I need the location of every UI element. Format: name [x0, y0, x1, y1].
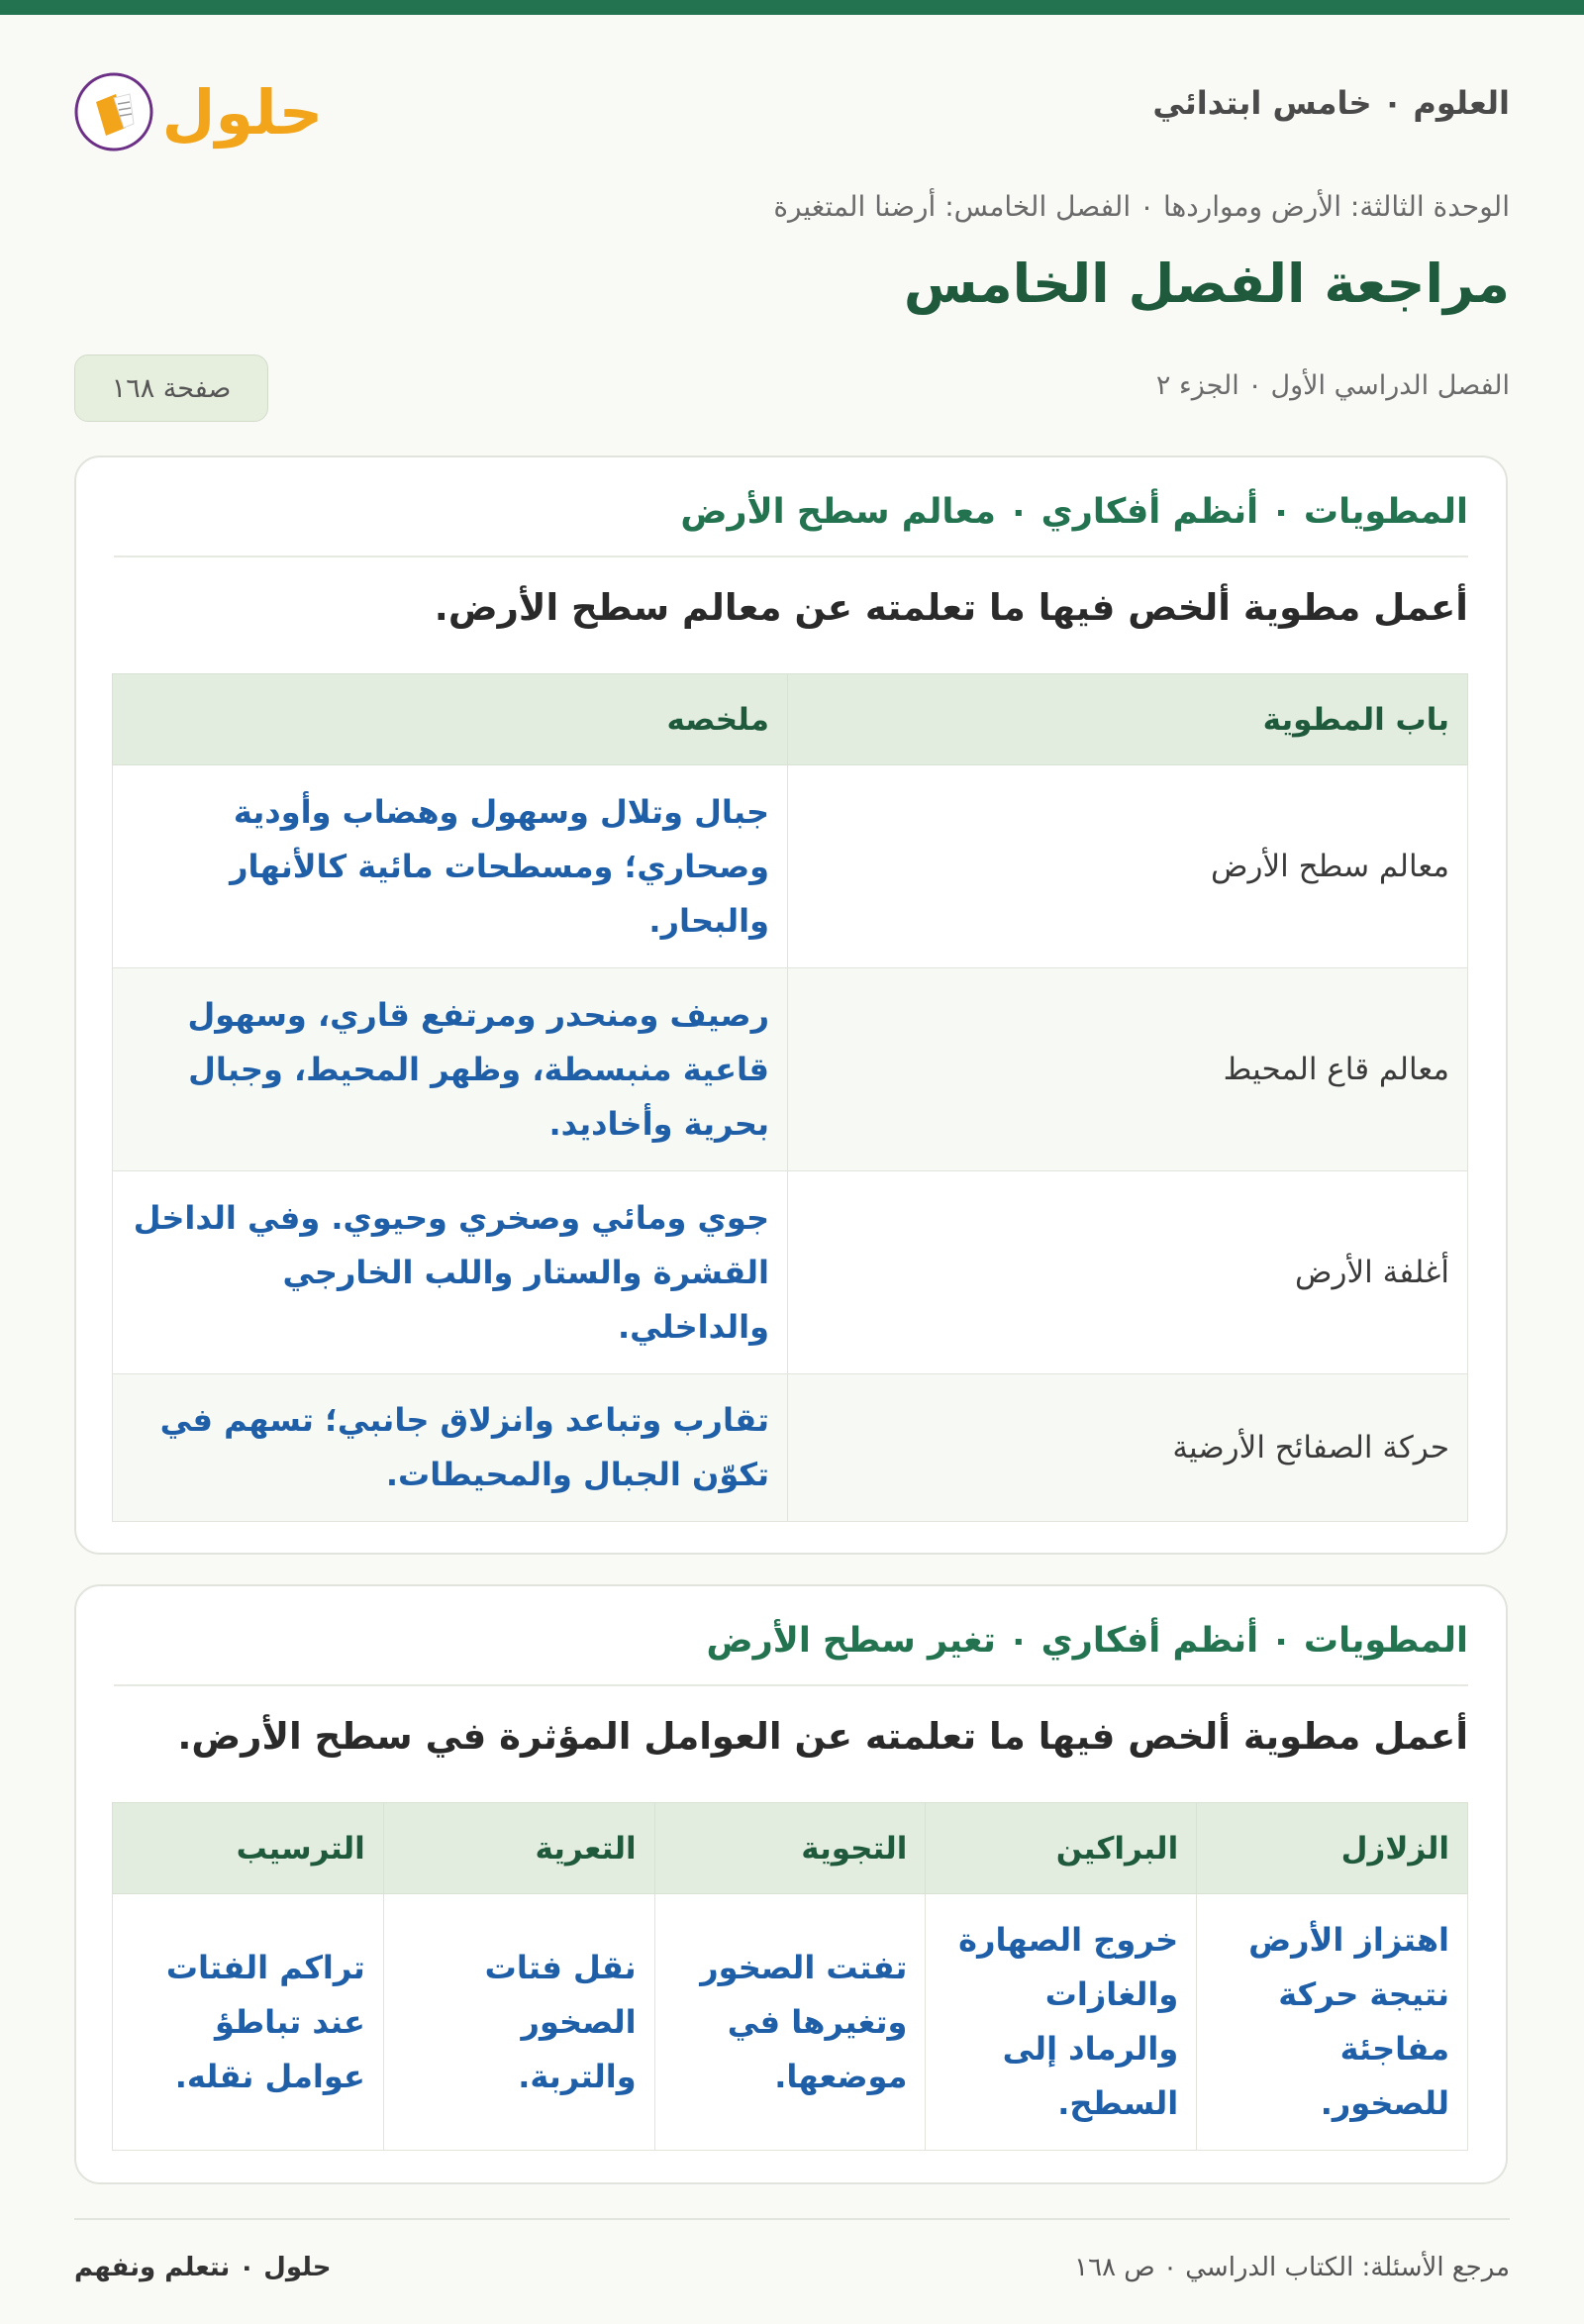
term-label: الفصل الدراسي الأول ٠ الجزء ٢: [1155, 370, 1510, 401]
card-prompt: أعمل مطوية ألخص فيها ما تعلمته عن معالم سطح الأرض.: [434, 586, 1468, 629]
breadcrumb: الوحدة الثالثة: الأرض ومواردها ٠ الفصل الخامس: أرضنا المتغيرة: [773, 190, 1510, 223]
row-summary: جبال وتلال وسهول وهضاب وأودية وصحاري؛ ومسطحات مائية كالأنهار والبحار.: [113, 765, 788, 968]
hulul-logo: [74, 54, 342, 161]
subject-title: العلوم ٠ خامس ابتدائي: [1152, 84, 1510, 122]
row-summary: رصيف ومنحدر ومرتفع قاري، وسهول قاعية منبسطة، وظهر المحيط، وجبال بحرية وأخاديد.: [113, 968, 788, 1171]
cell-deposition: تراكم الفتات عند تباطؤ عوامل نقله.: [113, 1894, 384, 2151]
card-heading-text: المطويات ٠ أنظم أفكاري ٠ تغير سطح الأرض: [706, 1621, 1468, 1661]
footer-brand: حلول ٠ نتعلم ونفهم: [74, 2253, 332, 2282]
row-topic: أغلفة الأرض: [788, 1171, 1468, 1374]
column-header-weathering: التجوية: [654, 1803, 926, 1894]
column-header-topic: باب المطوية: [788, 674, 1468, 765]
column-header-volcanoes: البراكين: [926, 1803, 1197, 1894]
row-topic: معالم سطح الأرض: [788, 765, 1468, 968]
foldable-card-earth-features: [74, 455, 1508, 1555]
table-row: [113, 1171, 1468, 1374]
card-prompt: أعمل مطوية ألخص فيها ما تعلمته عن العوامل المؤثرة في سطح الأرض.: [177, 1715, 1468, 1758]
top-accent-bar: [0, 0, 1584, 15]
page-header: [74, 54, 1510, 161]
card-heading-text: المطويات ٠ أنظم أفكاري ٠ معالم سطح الأرض: [680, 492, 1468, 532]
column-header-earthquakes: الزلازل: [1197, 1803, 1468, 1894]
column-header-deposition: الترسيب: [113, 1803, 384, 1894]
footer-divider: [74, 2218, 1510, 2220]
card-heading: [114, 1621, 1468, 1686]
column-header-summary: ملخصه: [113, 674, 788, 765]
foldable-card-surface-change: [74, 1584, 1508, 2184]
cell-weathering: تفتت الصخور وتغيرها في موضعها.: [654, 1894, 926, 2151]
logo-wordmark: حلول: [161, 76, 324, 149]
factors-table: [112, 1802, 1468, 2151]
row-summary: تقارب وتباعد وانزلاق جانبي؛ تسهم في تكوّن الجبال والمحيطات.: [113, 1374, 788, 1522]
table-row: [113, 1374, 1468, 1522]
footer-reference: مرجع الأسئلة: الكتاب الدراسي ٠ ص ١٦٨: [1074, 2253, 1510, 2282]
table-row: [113, 1894, 1468, 2151]
row-topic: حركة الصفائح الأرضية: [788, 1374, 1468, 1522]
page-number-badge: [74, 354, 268, 422]
summary-table: [112, 673, 1468, 1522]
column-header-erosion: التعرية: [383, 1803, 654, 1894]
table-row: [113, 968, 1468, 1171]
cell-earthquakes: اهتزاز الأرض نتيجة حركة مفاجئة للصخور.: [1197, 1894, 1468, 2151]
page-title: مراجعة الفصل الخامس: [903, 253, 1510, 315]
card-heading: [114, 492, 1468, 557]
table-header-row: [113, 674, 1468, 765]
table-row: [113, 765, 1468, 968]
row-topic: معالم قاع المحيط: [788, 968, 1468, 1171]
cell-erosion: نقل فتات الصخور والتربة.: [383, 1894, 654, 2151]
row-summary: جوي ومائي وصخري وحيوي. وفي الداخل القشرة والستار واللب الخارجي والداخلي.: [113, 1171, 788, 1374]
page-number-text: صفحة ١٦٨: [111, 372, 232, 404]
table-header-row: [113, 1803, 1468, 1894]
cell-volcanoes: خروج الصهارة والغازات والرماد إلى السطح.: [926, 1894, 1197, 2151]
